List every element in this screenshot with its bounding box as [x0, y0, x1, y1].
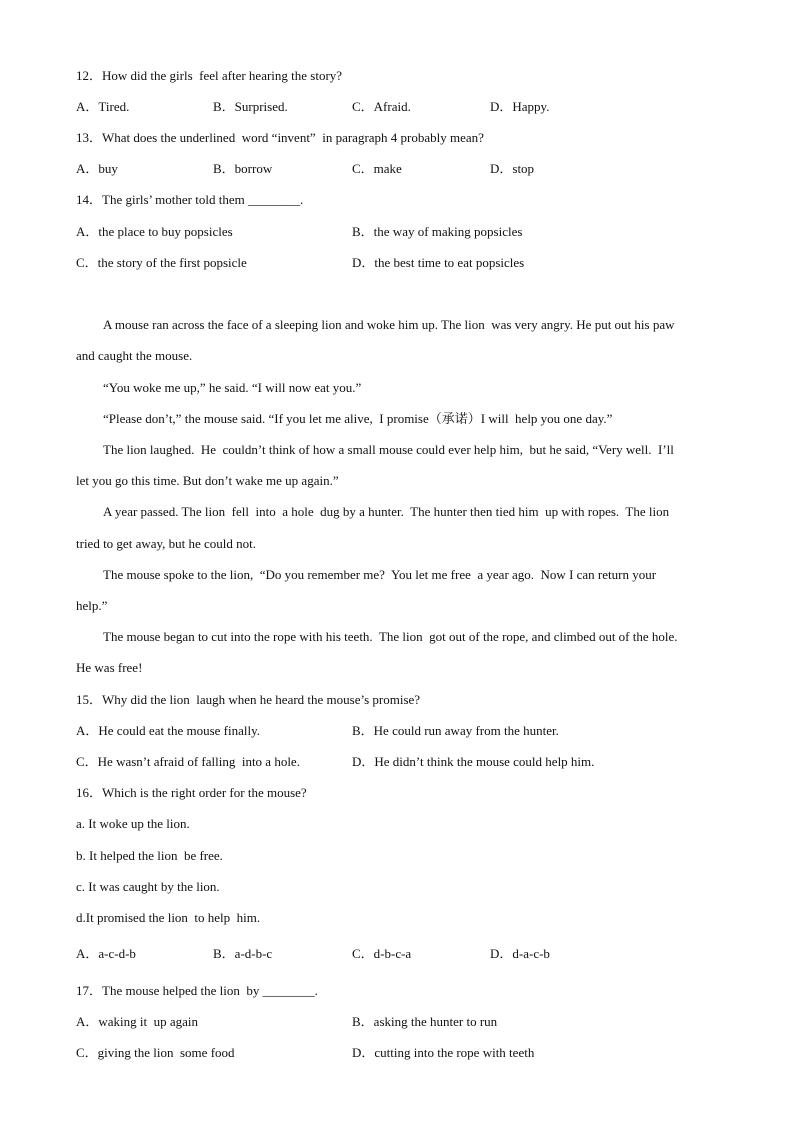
q17-option-c: C．giving the lion some food [76, 1045, 235, 1060]
passage-p2: “You woke me up,” he said. “I will now eat you.” [103, 380, 362, 395]
passage-p6-line1: The mouse spoke to the lion, “Do you remember me? You let me free a year ago. Now I can return your [103, 567, 657, 582]
q13-option-c: C．make [352, 161, 402, 176]
passage-p1-line1: A mouse ran across the face of a sleeping lion and woke him up. The lion was very angry. He put out his paw [103, 317, 675, 332]
q13-option-a: A．buy [76, 161, 118, 176]
q12-option-b: B．Surprised. [213, 99, 288, 114]
passage-p7-line2: He was free! [76, 660, 143, 675]
question-14-stem: 14．The girls’ mother told them ________. [76, 192, 304, 207]
q14-option-c: C．the story of the first popsicle [76, 255, 247, 270]
passage-p3: “Please don’t,” the mouse said. “If you let me alive, I promise（承诺）I will help you one day.” [103, 411, 613, 426]
q16-option-c: C．d-b-c-a [352, 946, 412, 961]
q12-option-a: A．Tired. [76, 99, 130, 114]
q16-option-b: B．a-d-b-c [213, 946, 273, 961]
q13-option-d: D．stop [490, 161, 535, 176]
q12-option-c: C．Afraid. [352, 99, 411, 114]
q16-statement-a: a. It woke up the lion. [76, 816, 190, 831]
q16-statement-d: d.It promised the lion to help him. [76, 910, 261, 925]
q15-option-a: A．He could eat the mouse finally. [76, 723, 260, 738]
q17-option-d: D．cutting into the rope with teeth [352, 1045, 535, 1060]
q15-option-c: C．He wasn’t afraid of falling into a hole. [76, 754, 300, 769]
q17-option-b: B．asking the hunter to run [352, 1014, 498, 1029]
passage-p4-line1: The lion laughed. He couldn’t think of how a small mouse could ever help him, but he said, “Very well. I’ll [103, 442, 674, 457]
q17-option-a: A．waking it up again [76, 1014, 199, 1029]
question-13-stem: 13．What does the underlined word “invent” in paragraph 4 probably mean? [76, 130, 484, 145]
passage-p5-line2: tried to get away, but he could not. [76, 536, 257, 551]
q14-option-d: D．the best time to eat popsicles [352, 255, 525, 270]
passage-p4-line2: let you go this time. But don’t wake me up again.” [76, 473, 339, 488]
question-17-stem: 17．The mouse helped the lion by ________. [76, 983, 318, 998]
q13-option-b: B．borrow [213, 161, 273, 176]
q14-option-a: A．the place to buy popsicles [76, 224, 233, 239]
question-12-stem: 12．How did the girls feel after hearing the story? [76, 68, 343, 83]
q16-option-d: D．d-a-c-b [490, 946, 550, 961]
question-15-stem: 15．Why did the lion laugh when he heard the mouse’s promise? [76, 692, 421, 707]
q14-option-b: B．the way of making popsicles [352, 224, 523, 239]
passage-p6-line2: help.” [76, 598, 108, 613]
q16-option-a: A．a-c-d-b [76, 946, 136, 961]
passage-p5-line1: A year passed. The lion fell into a hole dug by a hunter. The hunter then tied him up with ropes. The lion [103, 504, 670, 519]
q12-option-d: D．Happy. [490, 99, 550, 114]
q15-option-b: B．He could run away from the hunter. [352, 723, 559, 738]
q16-statement-b: b. It helped the lion be free. [76, 848, 223, 863]
q16-statement-c: c. It was caught by the lion. [76, 879, 220, 894]
passage-p1-line2: and caught the mouse. [76, 348, 193, 363]
passage-p7-line1: The mouse began to cut into the rope with his teeth. The lion got out of the rope, and climbed out of the hole. [103, 629, 678, 644]
question-16-stem: 16．Which is the right order for the mouse? [76, 785, 307, 800]
q15-option-d: D．He didn’t think the mouse could help him. [352, 754, 595, 769]
